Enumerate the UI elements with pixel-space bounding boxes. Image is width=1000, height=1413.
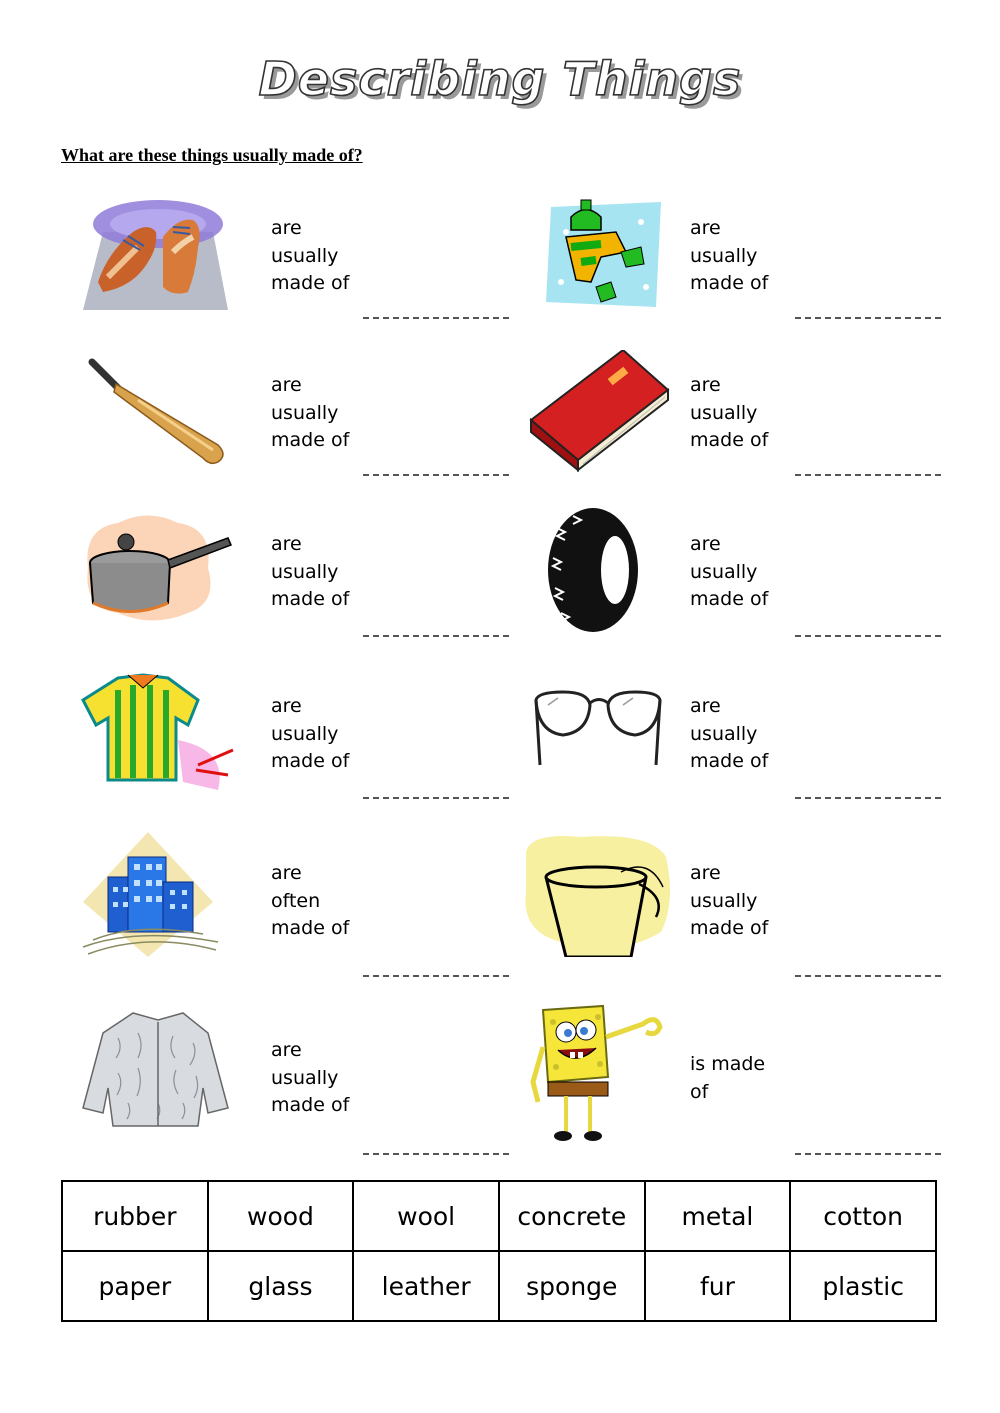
item-phrase: are usually made of — [271, 695, 350, 772]
answer-blank[interactable] — [795, 975, 941, 977]
answer-blank[interactable] — [363, 1153, 509, 1155]
item-phrase: are usually made of — [690, 695, 769, 772]
item-phrase: are usually made of — [690, 374, 769, 451]
word-bank-cell[interactable]: leather — [353, 1251, 499, 1321]
answer-blank[interactable] — [795, 797, 941, 799]
word-bank-cell[interactable]: paper — [62, 1251, 208, 1321]
word-bank-row — [62, 1181, 936, 1251]
item-phrase: are usually made of — [690, 217, 769, 294]
bucket-icon — [521, 832, 681, 957]
item-buildings — [78, 832, 518, 967]
word-bank-cell[interactable]: wool — [353, 1181, 499, 1251]
item-phrase: are usually made of — [271, 217, 350, 294]
buildings-icon — [78, 832, 238, 957]
item-saucepan — [78, 508, 518, 643]
answer-blank[interactable] — [795, 317, 941, 319]
word-bank-cell[interactable]: metal — [645, 1181, 791, 1251]
answer-blank[interactable] — [363, 975, 509, 977]
word-bank-cell[interactable]: sponge — [499, 1251, 645, 1321]
answer-blank[interactable] — [363, 797, 509, 799]
shirt-icon — [78, 670, 238, 795]
item-book — [513, 350, 953, 485]
item-shoes — [78, 192, 518, 327]
word-bank-cell[interactable]: glass — [208, 1251, 354, 1321]
word-bank-cell[interactable]: concrete — [499, 1181, 645, 1251]
word-bank-cell[interactable]: wood — [208, 1181, 354, 1251]
item-winter-clothes — [513, 192, 953, 327]
item-phrase: are usually made of — [271, 533, 350, 610]
item-phrase: are usually made of — [690, 862, 769, 939]
item-bucket — [513, 832, 953, 967]
saucepan-icon — [78, 508, 238, 633]
item-tyre — [513, 508, 953, 643]
item-phrase: are usually made of — [271, 1039, 350, 1116]
answer-blank[interactable] — [363, 474, 509, 476]
answer-blank[interactable] — [795, 635, 941, 637]
item-phrase: are often made of — [271, 862, 350, 939]
baseball-bat-icon — [78, 350, 238, 475]
item-phrase: are usually made of — [271, 374, 350, 451]
spongebob-icon — [528, 1002, 688, 1152]
tyre-icon — [543, 508, 703, 633]
word-bank-cell[interactable]: cotton — [790, 1181, 936, 1251]
answer-blank[interactable] — [795, 1153, 941, 1155]
page-title: Describing Things — [258, 52, 742, 106]
word-bank-cell[interactable]: rubber — [62, 1181, 208, 1251]
item-glasses — [513, 670, 953, 805]
word-bank-table — [61, 1180, 937, 1322]
item-fur-coat — [78, 1008, 518, 1143]
instruction: What are these things usually made of? — [61, 145, 363, 165]
book-icon — [523, 350, 683, 475]
item-phrase: is made of — [690, 1053, 766, 1103]
glasses-icon — [528, 670, 688, 795]
item-phrase: are usually made of — [690, 533, 769, 610]
word-bank-cell[interactable]: plastic — [790, 1251, 936, 1321]
item-spongebob — [513, 1002, 953, 1137]
answer-blank[interactable] — [363, 635, 509, 637]
item-baseball-bat — [78, 350, 518, 485]
scarf-hat-gloves-icon — [541, 192, 701, 317]
word-bank-row — [62, 1251, 936, 1321]
answer-blank[interactable] — [795, 474, 941, 476]
answer-blank[interactable] — [363, 317, 509, 319]
item-shirt — [78, 670, 518, 805]
word-bank-cell[interactable]: fur — [645, 1251, 791, 1321]
fur-coat-icon — [78, 1008, 238, 1133]
shoes-icon — [78, 192, 238, 317]
